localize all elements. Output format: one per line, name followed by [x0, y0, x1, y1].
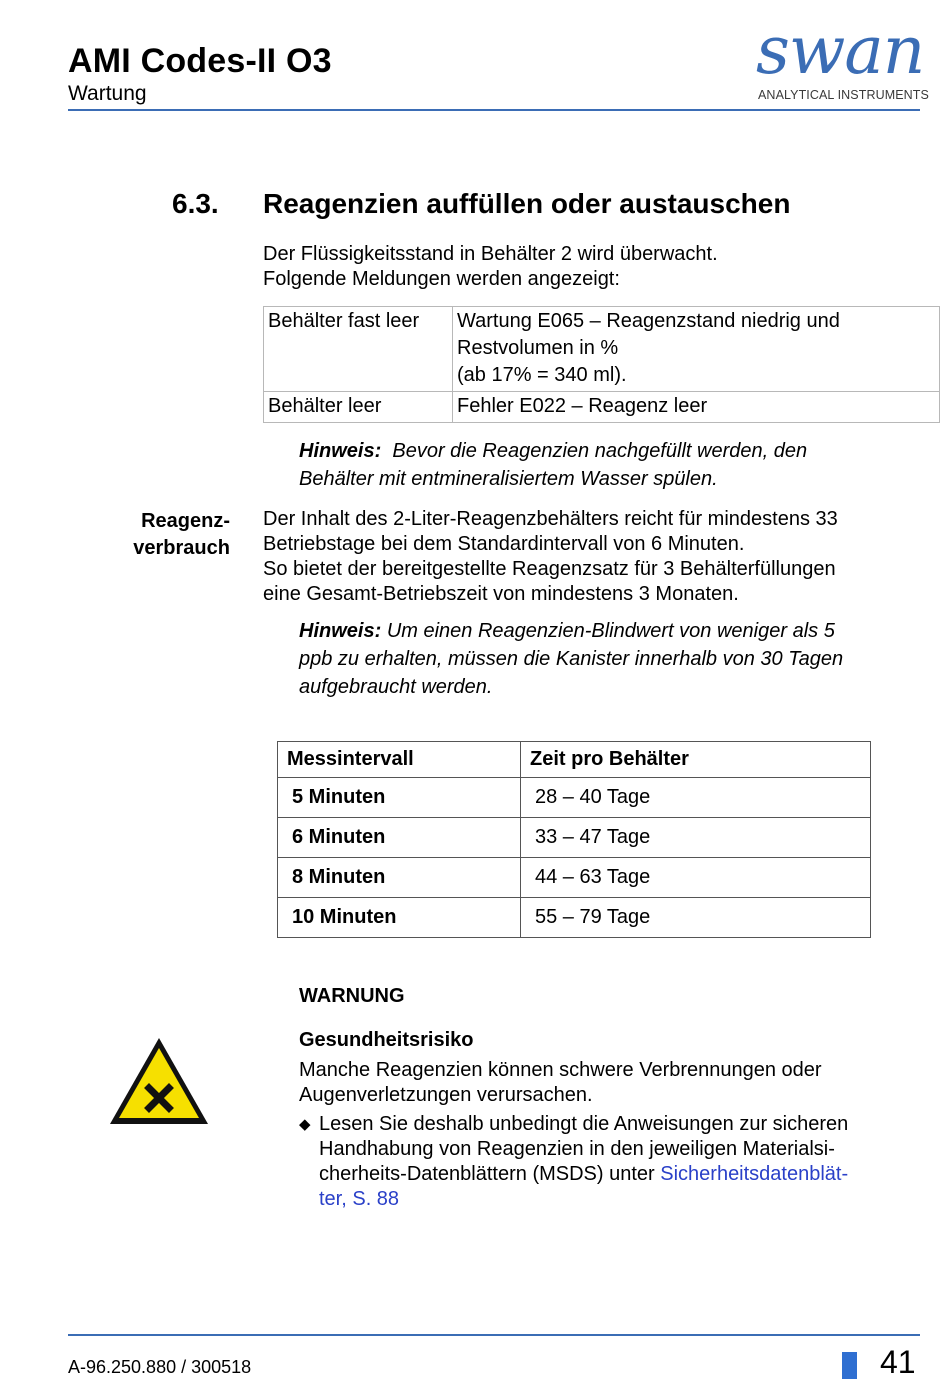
document-subtitle: Wartung [68, 82, 147, 105]
bullet-text [319, 1112, 919, 1212]
warning-heading: WARNUNG [299, 985, 405, 1007]
page-number: 41 [880, 1344, 916, 1380]
bullet-line [319, 1187, 919, 1212]
messages-table [263, 306, 940, 423]
note-line: ppb zu erhalten, müssen die Kanister innerhalb von 30 Tagen [299, 648, 844, 670]
condition-cell: Behälter fast leer [264, 307, 453, 392]
duration-cell: 55 – 79 Tage [521, 898, 871, 938]
note-label: Hinweis: [299, 620, 382, 642]
risk-text [299, 1058, 919, 1108]
condition-cell: Behälter leer [264, 392, 453, 423]
interval-cell: 8 Minuten [278, 858, 521, 898]
duration-cell: 33 – 47 Tage [521, 818, 871, 858]
document-number: A-96.250.880 / 300518 [68, 1357, 252, 1377]
intro-line: Der Flüssigkeitsstand in Behälter 2 wird überwacht. [263, 243, 718, 265]
note-line [299, 437, 919, 465]
interval-table [277, 741, 871, 938]
bullet-line-text: cherheits-Datenblättern (MSDS) unter [319, 1163, 661, 1185]
side-label-line: Reagenz- [141, 510, 230, 532]
column-header: Messintervall [278, 742, 521, 778]
logo-tagline: ANALYTICAL INSTRUMENTS [758, 88, 929, 102]
message-cell [453, 392, 940, 423]
harmful-x-warning-icon [107, 1035, 211, 1127]
interval-cell: 5 Minuten [278, 778, 521, 818]
msds-link[interactable]: Sicherheitsdatenblät- [660, 1163, 849, 1185]
msds-link-page[interactable]: ter, S. 88 [319, 1188, 400, 1210]
note-line [299, 617, 919, 645]
message-line: (ab 17% = 340 ml). [457, 364, 627, 386]
risk-line: Augenverletzungen verursachen. [299, 1084, 593, 1106]
intro-paragraph [263, 242, 718, 292]
duration-cell: 44 – 63 Tage [521, 858, 871, 898]
note-line: Behälter mit entmineralisiertem Wasser spülen. [299, 468, 718, 490]
intro-line: Folgende Meldungen werden angezeigt: [263, 268, 620, 290]
section-number: 6.3. [172, 188, 219, 219]
message-line: Restvolumen in % [457, 337, 619, 359]
page-marker [842, 1352, 857, 1379]
interval-cell: 6 Minuten [278, 818, 521, 858]
table-row [278, 898, 871, 938]
note-text: Bevor die Reagenzien nachgefüllt werden, den [392, 440, 808, 462]
swan-logo [752, 12, 929, 106]
document-title: AMI Codes-II O3 [68, 42, 332, 80]
note-label: Hinweis: [299, 440, 382, 462]
table-header-row [278, 742, 871, 778]
duration-cell: 28 – 40 Tage [521, 778, 871, 818]
column-header: Zeit pro Behälter [521, 742, 871, 778]
bullet-line: Handhabung von Reagenzien in den jeweiligen Materialsi- [319, 1138, 835, 1160]
note-line: aufgebraucht werden. [299, 676, 493, 698]
paragraph-line: Der Inhalt des 2-Liter-Reagenzbehälters reicht für mindestens 33 [263, 508, 838, 530]
interval-cell: 10 Minuten [278, 898, 521, 938]
note-text: Um einen Reagenzien-Blindwert von weniger als 5 [386, 620, 835, 642]
paragraph-line: So bietet der bereitgestellte Reagenzsatz für 3 Behälterfüllungen [263, 558, 836, 580]
side-label-consumption [110, 508, 230, 562]
section-title: Reagenzien auffüllen oder austauschen [263, 188, 791, 219]
message-line: Fehler E022 – Reagenz leer [457, 395, 708, 417]
risk-title: Gesundheitsrisiko [299, 1029, 474, 1051]
footer-rule [68, 1334, 920, 1336]
table-row [278, 818, 871, 858]
table-row [278, 778, 871, 818]
table-row [264, 307, 940, 392]
side-label-line: verbrauch [133, 537, 230, 559]
header-rule [68, 109, 920, 111]
paragraph-line: Betriebstage bei dem Standardintervall von 6 Minuten. [263, 533, 745, 555]
bullet-diamond-icon: ◆ [299, 1116, 311, 1133]
logo-word: swan [756, 12, 925, 89]
message-line: Wartung E065 – Reagenzstand niedrig und [457, 310, 840, 332]
note-blank-value [299, 617, 919, 701]
bullet-line: Lesen Sie deshalb unbedingt die Anweisungen zur sicheren [319, 1113, 849, 1135]
risk-line: Manche Reagenzien können schwere Verbrennungen oder [299, 1059, 822, 1081]
message-cell [453, 307, 940, 392]
bullet-line [319, 1162, 919, 1187]
table-row [278, 858, 871, 898]
consumption-paragraph [263, 507, 923, 607]
paragraph-line: eine Gesamt-Betriebszeit von mindestens 3 Monaten. [263, 583, 739, 605]
note-rinse [299, 437, 919, 493]
table-row [264, 392, 940, 423]
